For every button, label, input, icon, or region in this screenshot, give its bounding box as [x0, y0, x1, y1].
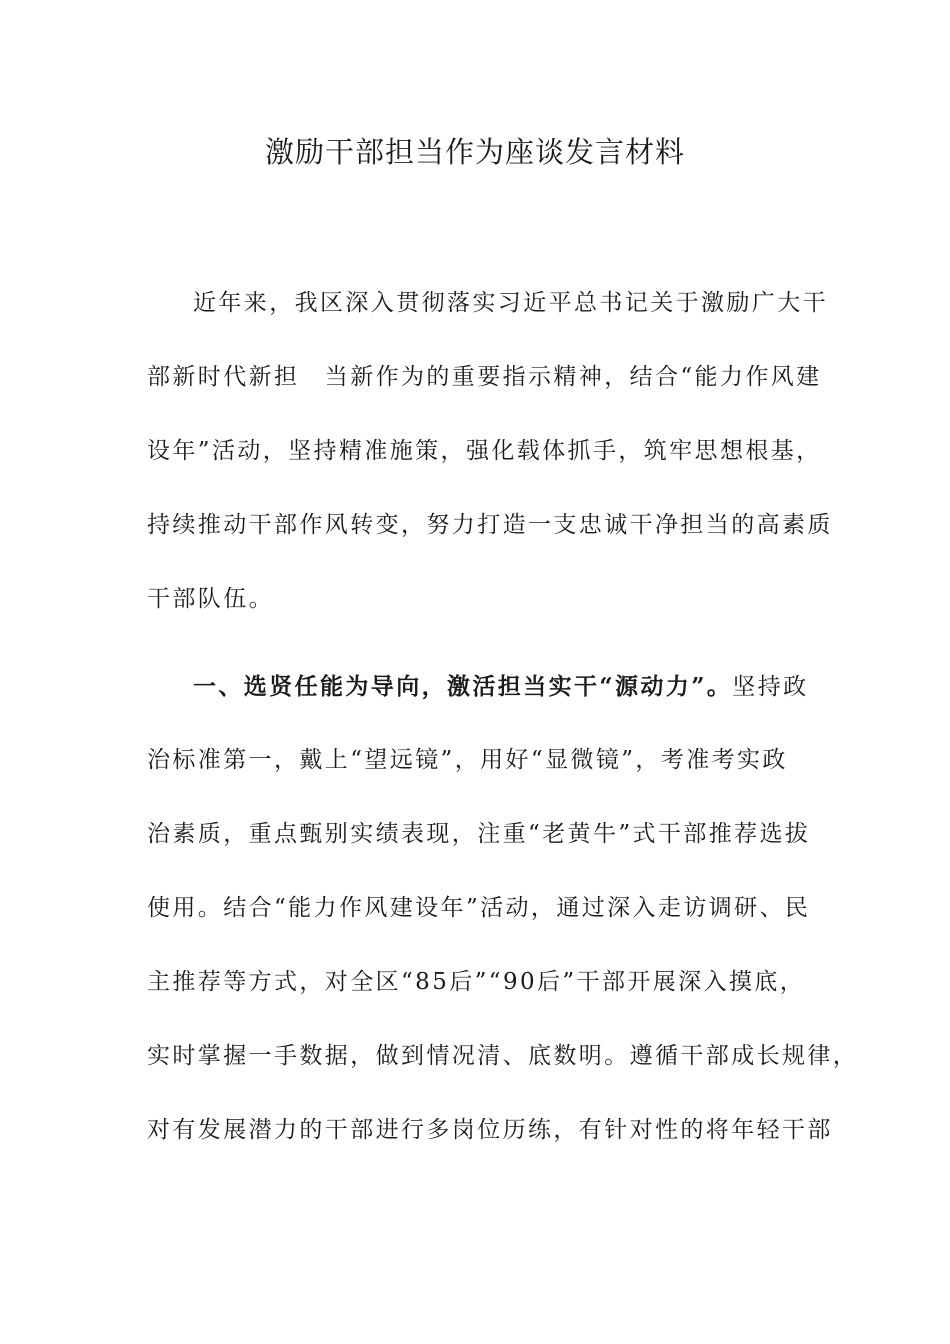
paragraph-line: 治标准第一，戴上“望远镜”，用好“显微镜”，考准考实政 — [147, 747, 788, 773]
paragraph-line: 使用。结合“能力作风建设年”活动，通过深入走访调研、民 — [147, 895, 811, 921]
paragraph-line: 持续推动干部作风转变，努力打造一支忠诚干净担当的高素质 — [147, 512, 833, 538]
section-heading-tail: 坚持政 — [732, 674, 809, 700]
paragraph-line: 干部队伍。 — [147, 586, 274, 612]
paragraph-line: 设年”活动，坚持精准施策，强化载体抓手，筑牢思想根基， — [147, 438, 822, 464]
paragraph-line: 近年来，我区深入贯彻落实习近平总书记关于激励广大干 — [193, 290, 828, 316]
paragraph-line: 部新时代新担 当新作为的重要指示精神，结合“能力作风建 — [147, 364, 822, 390]
paragraph-line: 对有发展潜力的干部进行多岗位历练，有针对性的将年轻干部 — [147, 1117, 833, 1143]
document-title: 激励干部担当作为座谈发言材料 — [264, 135, 685, 169]
paragraph-line: 治素质，重点甄别实绩表现，注重“老黄牛”式干部推荐选拔 — [147, 821, 811, 847]
section-heading-line — [193, 671, 853, 703]
paragraph-line: 实时掌握一手数据，做到情况清、底数明。遵循干部成长规律， — [147, 1043, 859, 1069]
section-heading: 一、选贤任能为导向，激活担当实干“源动力”。 — [193, 673, 733, 700]
paragraph-line: 主推荐等方式，对全区“85后”“90后”干部开展深入摸底， — [147, 969, 806, 995]
